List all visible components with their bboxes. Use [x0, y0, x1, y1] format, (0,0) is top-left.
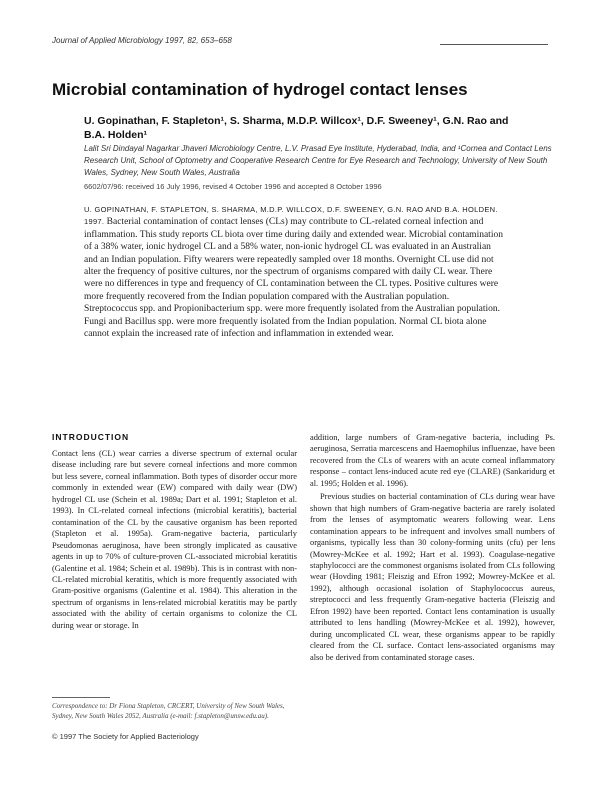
abstract	[84, 204, 504, 340]
left-column	[52, 448, 297, 633]
intro-paragraph-continued: addition, large numbers of Gram-negative bacteria, including Ps. aeruginosa, Serratia marcescens and Haemophilus influenzae, have been recovered from the CLs of wearers with an acute corneal inflammatory response – contact lens-induced acute red eye (CLARE) (Sankaridurg et al. 1995; Holden et al. 1996).	[310, 433, 555, 488]
journal-citation: Journal of Applied Microbiology 1997, 82, 653–658	[52, 36, 232, 45]
intro-paragraph-1: Contact lens (CL) wear carries a diverse spectrum of external ocular disease including rare but severe corneal infections and more common but less severe, corneal inflammation. Both types of disorder occur more commonly in extended wear (EW) compared with daily wear (DW) hydrogel CL use (Schein et al. 1989a; Dart et al. 1991; Stapleton et al. 1993). In CL-related corneal infections (microbial keratitis), bacterial contamination of the CL by the causative organism has been reported (Stapleton et al. 1995a). Gram-negative bacteria, particularly Pseudomonas aeruginosa, have been strongly implicated as causative agents in up to 70% of culture-proven CL-associated microbial keratitis (Galentine et al. 1984; Schein et al. 1989b). This is in contrast with non-CL-related microbial keratitis, which is more frequently associated with Gram-positive organisms (Galentine et al. 1984). This alteration in the spectrum of organisms in lens-related microbial keratitis may be partly associated with the ability of certain organisms to colonize the CL during wear or storage. In	[52, 449, 297, 630]
received-dates: 6602/07/96: received 16 July 1996, revised 4 October 1996 and accepted 8 October 1996	[84, 182, 382, 191]
intro-paragraph-2: Previous studies on bacterial contamination of CLs during wear have shown that high numbers of Gram-negative bacteria are rarely isolated from the lenses of asymptomatic wearers following wear. Lens contamination appears to be infrequent and involves small numbers of organisms, typically less than 30 colony-forming units (cfu) per lens (Mowrey-McKee et al. 1992; Hart et al. 1993). Coagulase-negative staphylococci are the commonest organisms isolated from CLs following wear (Hovding 1981; Fleiszig and Efron 1992; Mowrey-McKee et al. 1992), although occasional isolation of Staphylococcus aureus, streptococci and less frequently Gram-negative bacteria (Fleiszig and Efron 1992) have been reported. Contact lens contamination is usually attributed to lens handling (Mowrey-McKee et al. 1992), however, during uncomplicated CL wear, these organisms appear to be rapidly cleared from the CL surface. Contact lens-associated organisms may also be derived from contaminated storage cases.	[310, 492, 555, 662]
affiliations: Lalit Sri Dindayal Nagarkar Jhaveri Microbiology Centre, L.V. Prasad Eye Institute, Hyderabad, India, and ¹Cornea and Contact Lens Research Unit, School of Optometry and Cooperative Research Centre for Eye Research and Technology, University of New South Wales, Sydney, New South Wales, Australia	[84, 144, 552, 177]
footnote-rule	[52, 697, 110, 698]
author-line-2: B.A. Holden¹	[84, 129, 147, 141]
copyright-line: © 1997 The Society for Applied Bacteriology	[52, 732, 199, 741]
abstract-body: Bacterial contamination of contact lenses (CLs) may contribute to CL-related corneal infection and inflammation. This study reports CL biota over time during daily and extended wear. Microbial contamination of a 38% water, ionic hydrogel CL and a 58% water, non-ionic hydrogel CL was evaluated in an Australian and an Indian population. Fifty wearers were repeatedly sampled over 18 months. Overnight CL use did not alter the frequency of positive cultures, nor the spectrum of organisms compared with daily CL wear. There were no differences in type and frequency of CL contamination between the CL types. Positive cultures were more frequently recovered from the Indian population compared with the Australian population. Streptococcus spp. and Propionibacterium spp. were more frequently isolated from the Australian population. Fungi and Bacillus spp. were more frequently isolated from the Indian population. Normal CL biota alone cannot explain the increased rate of infection and inflammation in extended wear.	[84, 217, 503, 340]
article-title: Microbial contamination of hydrogel contact lenses	[52, 80, 468, 99]
header-rule	[440, 44, 548, 45]
author-list	[84, 114, 544, 142]
abstract-authors-head: U. GOPINATHAN, F. STAPLETON, S. SHARMA, M.D.P. WILLCOX, D.F. SWEENEY, G.N. RAO AND B.A. HOLDEN. 1997.	[84, 205, 498, 227]
correspondence-note: Correspondence to: Dr Fiona Stapleton, CRCERT, University of New South Wales, Sydney, New South Wales 2052, Australia (e-mail: f.stapleton@unsw.edu.au).	[52, 702, 285, 720]
author-line-1: U. Gopinathan, F. Stapleton¹, S. Sharma, M.D.P. Willcox¹, D.F. Sweeney¹, G.N. Rao and	[84, 115, 509, 127]
right-column	[310, 432, 555, 665]
section-heading-introduction: INTRODUCTION	[52, 432, 130, 442]
